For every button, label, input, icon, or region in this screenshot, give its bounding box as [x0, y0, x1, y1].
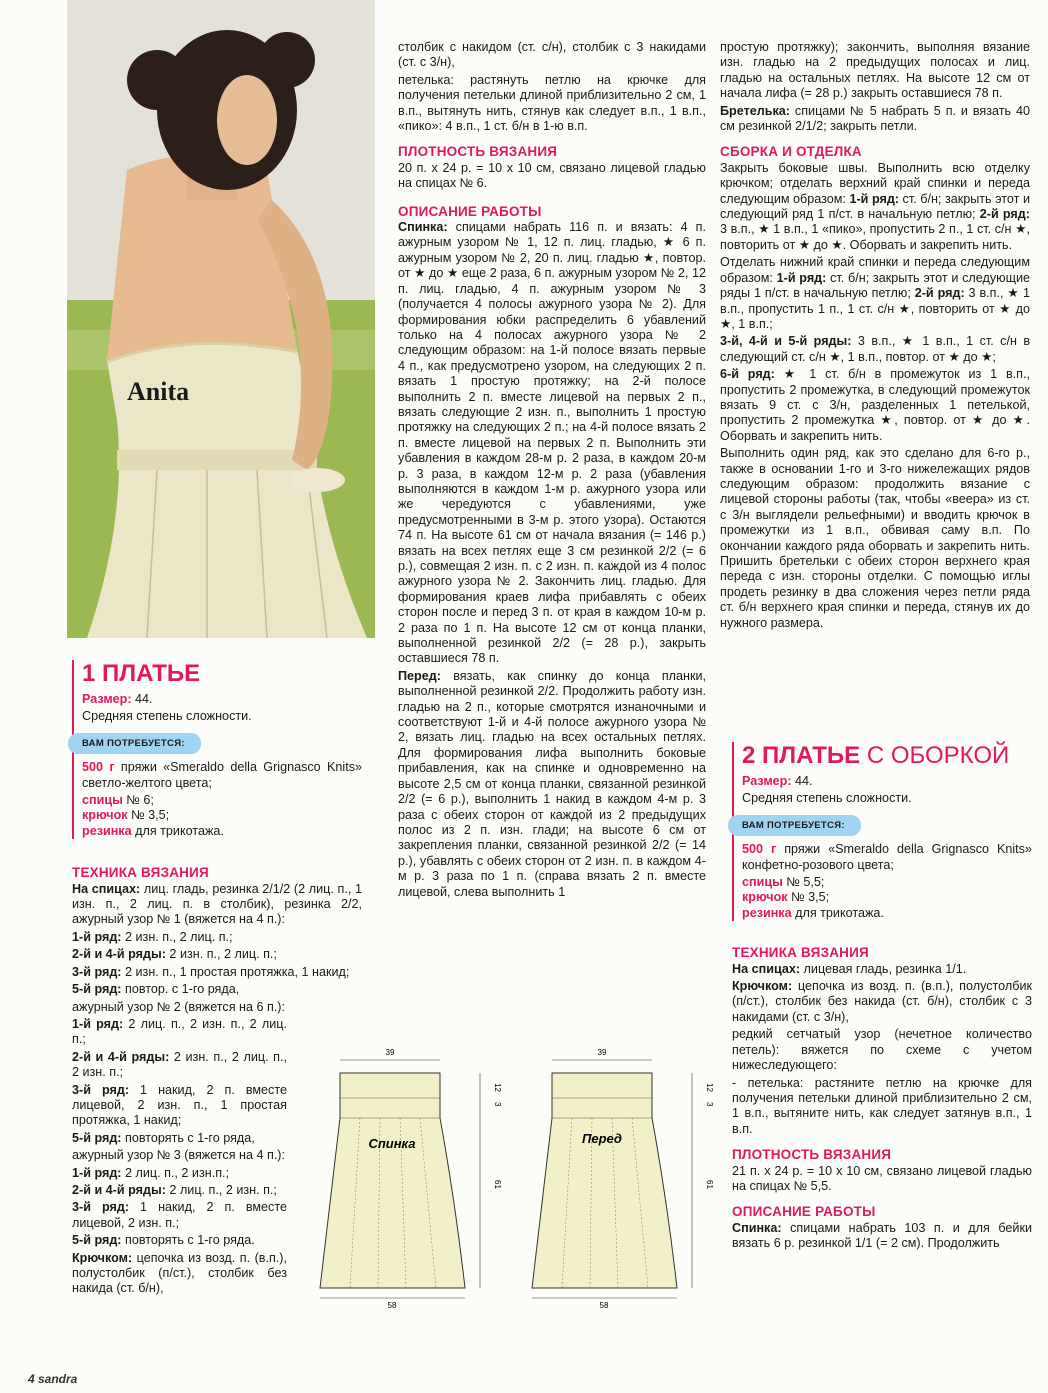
dress2-need-badge: ВАМ ПОТРЕБУЕТСЯ: — [728, 815, 861, 836]
a9: Выполнить один ряд, как это сделано для 6-го р., также в основании 1-го и 3-го нижележащих рядов следующим образом: продолжить вязание с лицевой стороны работы (так, чтобы «веера» из ст. с 3/н выглядели рельефными) и вводить крючок в промежутки из 1 в.п., обвивая саму в.п. По окончании каждого ряда оборвать и закрепить нить. Пришить бретельки с обеих сторон верхнего края переда с изн. стороны отделки. С помощью иглы продеть резинку в два сложения через петли ряда ст. б/н верхнего края спинки и переда, стянув их до нужного размера. — [720, 446, 1030, 630]
dress2-t1: лицевая гладь, резинка 1/1. — [800, 961, 967, 976]
elastic-value: для трикотажа. — [131, 823, 224, 838]
a6-label: 2-й ряд: — [910, 286, 965, 301]
needles-label: спицы — [82, 793, 123, 808]
dress2-hook-value: № 3,5; — [787, 890, 830, 905]
strap-label: Бретелька: — [720, 103, 790, 118]
elastic-label: резинка — [82, 823, 132, 838]
t9: 1 накид, 2 п. вместе лицевой, 2 изн. п., 1 простая протяжка, 1 накид; — [72, 1082, 287, 1128]
dress2-density-heading: ПЛОТНОСТЬ ВЯЗАНИЯ — [732, 1147, 892, 1163]
a3: 3 в.п., ★ 1 в.п., 1 «пико», пропустить 2 п., 1 ст. с/н ★, повторить от ★ до ★. Оборвать и закрепить нить. — [720, 222, 1030, 252]
a7: 3 в.п., ★ 1 в.п., 1 ст. с/н в следующий ст. с/н ★, 1 в.п., повтор. от ★ до ★; — [720, 334, 1031, 364]
t3-label: 2-й и 4-й ряды: — [72, 947, 166, 962]
dress2-density: 21 п. х 24 р. = 10 х 10 см, связано лицевой гладью на спицах № 5,5. — [732, 1163, 1032, 1193]
t5: повтор. с 1-го ряда, — [121, 982, 240, 997]
a7-label: 3-й, 4-й и 5-й ряды: — [720, 334, 852, 349]
dress-schematics — [300, 1030, 720, 1310]
dress2-block — [732, 742, 1032, 1254]
need-badge: ВАМ ПОТРЕБУЕТСЯ: — [68, 733, 201, 754]
t5-label: 5-й ряд: — [72, 982, 122, 997]
technique-heading: ТЕХНИКА ВЯЗАНИЯ — [72, 865, 209, 881]
model-illustration — [67, 0, 375, 638]
density-heading: ПЛОТНОСТЬ ВЯЗАНИЯ — [398, 144, 558, 160]
t4: 2 изн. п., 1 простая протяжка, 1 накид; — [121, 964, 350, 979]
t15-label: 5-й ряд: — [72, 1233, 122, 1248]
dress2-t2: цепочка из возд. п. (в.п.), полустолбик (п/ст.), столбик без накида (ст. б/н), столбик с 3 накидами (ст. с 3/н), — [732, 979, 1032, 1024]
size-label: Размер: — [82, 692, 132, 706]
t6: ажурный узор № 2 (вяжется на 6 п.): — [72, 999, 286, 1014]
t1-label: На спицах: — [72, 881, 141, 896]
t9-label: 3-й ряд: — [72, 1082, 130, 1097]
dress2-hook-label: крючок — [742, 890, 788, 905]
dress2-back: спицами набрать 103 п. и для бейки вязать 6 р. резинкой 1/1 (= 2 см). Продолжить — [732, 1220, 1032, 1251]
yarn-qty: 500 г — [82, 760, 115, 775]
a2: ст. б/н; закрыть этот и следующий ряд 1 п/ст. в начальную петлю; — [720, 191, 1030, 222]
page-footer: 4 sandra — [28, 1372, 78, 1386]
t14-label: 3-й ряд: — [72, 1200, 130, 1215]
front-schematic — [532, 1048, 714, 1310]
back-label: Спинка — [368, 1136, 416, 1151]
dress2-yarn-text: пряжи «Smeraldo della Grignasco Knits» конфетно-розового цвета; — [742, 842, 1032, 872]
t4-label: 3-й ряд: — [72, 964, 122, 979]
hook-value: № 3,5; — [127, 808, 170, 823]
yarn-text: пряжи «Smeraldo della Grignasco Knits» светло-желтого цвета; — [82, 760, 362, 790]
a1: Закрыть боковые швы. Выполнить всю отделку крючком; отделать верхний край спинки и переда следующим образом: — [720, 160, 1030, 206]
hook-label: крючок — [82, 808, 128, 823]
a3-label: 2-й ряд: — [975, 207, 1030, 222]
difficulty: Средняя степень сложности. — [82, 709, 252, 724]
front-bottom-width: 58 — [599, 1301, 609, 1310]
col3-intro: простую протяжку); закончить, выполняя вязание изн. гладью на 2 предыдущих полосах и лиц. гладью на остальных петлях. На высоте 12 см от начала лифа (= 28 р.) закрыть оставшиеся 78 п. — [720, 40, 1030, 101]
t2-label: 1-й ряд: — [72, 929, 122, 944]
dress2-elastic-value: для трикотажа. — [791, 905, 884, 920]
dress2-t2-label: Крючком: — [732, 979, 793, 994]
photo-watermark: Anita — [127, 377, 190, 406]
density-text: 20 п. х 24 р. = 10 х 10 см, связано лицевой гладью на спицах № 6. — [398, 160, 706, 191]
t13-label: 2-й и 4-й ряды: — [72, 1182, 166, 1197]
t16-label: Крючком: — [72, 1250, 133, 1265]
dress2-spec-block — [732, 742, 1032, 921]
dress2-title-rest: С ОБОРКОЙ — [860, 742, 1010, 769]
front-h61: 61 — [705, 1180, 714, 1189]
dress2-technique-heading: ТЕХНИКА ВЯЗАНИЯ — [732, 945, 869, 961]
back-h3: 3 — [493, 1102, 502, 1107]
back-h61: 61 — [493, 1180, 502, 1189]
t16: цепочка из возд. п. (в.п.), полустолбик (п/ст.), столбик без накида (ст. б/н), — [72, 1250, 287, 1296]
t15: повторять с 1-го ряда. — [121, 1233, 255, 1248]
dress2-difficulty: Средняя степень сложности. — [742, 791, 912, 806]
column-3 — [720, 40, 1030, 633]
front-text: вязать, как спинку до конца планки, выполненной резинкой 2/2. Продолжить работу изн. гладью на 2 п., которые смотрятся изнаночными и соответствуют 1-й и 4-й полосе ажурного узора № 2, вязать лиц. гладью на всех остальных петлях. Для формирования лифа выполнить боковые прибавления, как на спинке и одновременно на высоте 2,5 см от конца планки, связанной резинкой 2/2 (= 6 р.), выполнить 1 накид в каждом 4-м р. 3 раза с обеих сторон от каждой из 2 предыдущих полос из 2 п. изн. глади; на высоте 6 см от закрепления планки, связанной резинкой 2/2 (= 14 р.), убавлять с обеих сторон от 2 изн. п. в каждом 4-м р. 3 раза по 1 п. (справа вязать 2 п. вместе лицевой, слева выполнить 1 — [398, 668, 706, 899]
dress2-elastic-label: резинка — [742, 905, 792, 920]
dress2-t4: - петелька: растяните петлю на крючке для получения петельки длиной приблизительно 2 см, 1 в.п., вытяните нить, как следует затянув в.п., 1 в.п. — [732, 1075, 1032, 1136]
back-text: спицами набрать 116 п. и вязать: 4 п. ажурным узором № 1, 12 п. лиц. гладью, ★ 6 п. ажурным узором № 2, 20 п. лиц. гладью ★, повтор. от ★ до ★ еще 2 раза, 6 п. ажурным узором № 2, 12 п. лиц. гладью, 4 п. ажурным узором № 3 (получается 4 полосы ажурного узора № 2). Для формирования юбки распределить 6 убавлений только на 4 полосах ажурного узора № 2 следующим образом: на 1-й полосе вязать первые 4 п., как предусмотрено узором, на следующих 2 п. вязать 1 простую протяжку; на 2-й полосе выполнить 2 п. вместе лицевой на первых 2 п., вязать следующие 2 изн. п., выполнить 1 простую протяжку на следующих 2 п.; на 4-й полосе вязать 2 п. вместе лицевой на первых 2 п. Выполнить эти убавления в каждом 28-м р. 2 раза, в каждом 20-м р. 3 раза, в каждом 12-м р. 2 раза (убавления выполняются в каждом 1-м р. ажурного узора или же чередуются с убавлениями, уже предусмотренными в 3-м р. этого узора). Остаются 74 п. На высоте 61 см от начала вязания (= 146 р.) вязать на всех петлях еще 3 см резинкой 2/2 (= 6 р.), совмещая 2 изн. п. с 2 изн. п. каждой из 4 полос ажурного узора № 2. Закончить лиц. гладью. Для формирования краев лифа прибавлять с обеих сторон после и перед 3 п. от края в каждом 10-м р. 2 раза по 1 п. На высоте 12 см от конца планки, выполненной резинкой 2/2 (= 28 р.), закрыть оставшиеся 78 п. — [398, 220, 706, 666]
work-heading: ОПИСАНИЕ РАБОТЫ — [398, 203, 542, 219]
technique-text — [72, 881, 362, 1297]
needles-value: № 6; — [122, 793, 154, 808]
assembly-heading: СБОРКА И ОТДЕЛКА — [720, 144, 862, 160]
dress2-needles-value: № 5,5; — [782, 875, 825, 890]
t13: 2 лиц. п., 2 изн. п.; — [165, 1182, 277, 1197]
a4: Отделать нижний край спинки и переда следующим образом: — [720, 255, 1030, 285]
strap-text: спицами № 5 набрать 5 п. и вязать 40 см резинкой 2/1/2; закрыть петли. — [720, 103, 1030, 134]
front-h3: 3 — [705, 1102, 714, 1107]
back-h12: 12 — [493, 1083, 502, 1092]
a6: 3 в.п., ★ 1 в.п., пропустить 1 п., 1 ст. с/н ★, повторить от ★ до ★, 1 в.п.; — [720, 286, 1030, 331]
dress2-size-label: Размер: — [742, 774, 792, 788]
col2-intro2: петелька: растянуть петлю на крючке для получения петельки длиной приблизительно 2 см, 1 в.п., вытянуть нить, стянув как следует в.п., 1 в.п., «пико»: 4 в.п., 1 ст. б/н в 1-ю в.п. — [398, 72, 706, 134]
t7: 2 лиц. п., 2 изн. п., 2 лиц. п.; — [72, 1016, 287, 1047]
t12-label: 1-й ряд: — [72, 1165, 122, 1180]
dress1-title: 1 ПЛАТЬЕ — [82, 660, 201, 687]
t3: 2 изн. п., 2 лиц. п.; — [165, 947, 277, 962]
t12: 2 лиц. п., 2 изн.п.; — [121, 1165, 230, 1180]
col2-intro: столбик с накидом (ст. с/н), столбик с 3 накидами (ст. с 3/н), — [398, 40, 706, 70]
t7-label: 1-й ряд: — [72, 1016, 124, 1031]
column-2 — [398, 40, 706, 902]
a5-label: 1-й ряд: — [772, 270, 827, 285]
back-label: Спинка: — [398, 220, 448, 235]
dress2-title: 2 ПЛАТЬЕ — [742, 742, 861, 769]
a5: ст. б/н; закрыть этот и следующие ряды 1 п/ст. в начальную петлю; — [720, 270, 1030, 301]
front-h12: 12 — [705, 1083, 714, 1092]
dress2-work-heading: ОПИСАНИЕ РАБОТЫ — [732, 1204, 876, 1220]
dress2-t3: редкий сетчатый узор (нечетное количество петель): вяжется по схеме с учетом нижеследующего: — [732, 1027, 1032, 1073]
t14: 1 накид, 2 п. вместе лицевой, 2 изн. п.; — [72, 1200, 287, 1230]
a8: ★ 1 ст. б/н в промежуток из 1 в.п., пропустить 2 промежутка, в следующий промежуток вязать 9 ст. с 3/н, разделенных 1 петелькой, пропустить 2 промежутка ★, повтор. от ★ до ★. Оборвать и закрепить нить. — [720, 367, 1030, 443]
back-schematic — [320, 1048, 502, 1310]
dress1-spec-block — [72, 660, 362, 839]
dress2-size-value: 44. — [791, 774, 813, 788]
model-photo — [67, 0, 375, 638]
t10-label: 5-й ряд: — [72, 1130, 122, 1145]
t1: лиц. гладь, резинка 2/1/2 (2 лиц. п., 1 изн. п., 2 лиц. п. в столбик), резинка 2/2, ажурный узор № 1 (вяжется на 4 п.): — [72, 881, 362, 927]
front-label: Перед: — [398, 668, 441, 683]
t10: повторять с 1-го ряда, — [121, 1130, 255, 1145]
front-label: Перед — [582, 1131, 622, 1146]
back-bottom-width: 58 — [387, 1301, 397, 1310]
t8-label: 2-й и 4-й ряды: — [72, 1049, 170, 1064]
dress2-back-label: Спинка: — [732, 1220, 782, 1235]
dress2-needles-label: спицы — [742, 875, 783, 890]
a8-label: 6-й ряд: — [720, 367, 775, 382]
t2: 2 изн. п., 2 лиц. п.; — [121, 929, 233, 944]
front-top-width: 39 — [597, 1048, 607, 1057]
a2-label: 1-й ряд: — [845, 191, 900, 206]
dress2-t1-label: На спицах: — [732, 961, 801, 976]
back-top-width: 39 — [385, 1048, 395, 1057]
t8: 2 изн. п., 2 лиц. п., 2 изн. п.; — [72, 1049, 287, 1080]
dress2-yarn-qty: 500 г — [742, 842, 777, 857]
t11: ажурный узор № 3 (вяжется на 4 п.): — [72, 1148, 286, 1163]
size-value: 44. — [131, 692, 153, 706]
